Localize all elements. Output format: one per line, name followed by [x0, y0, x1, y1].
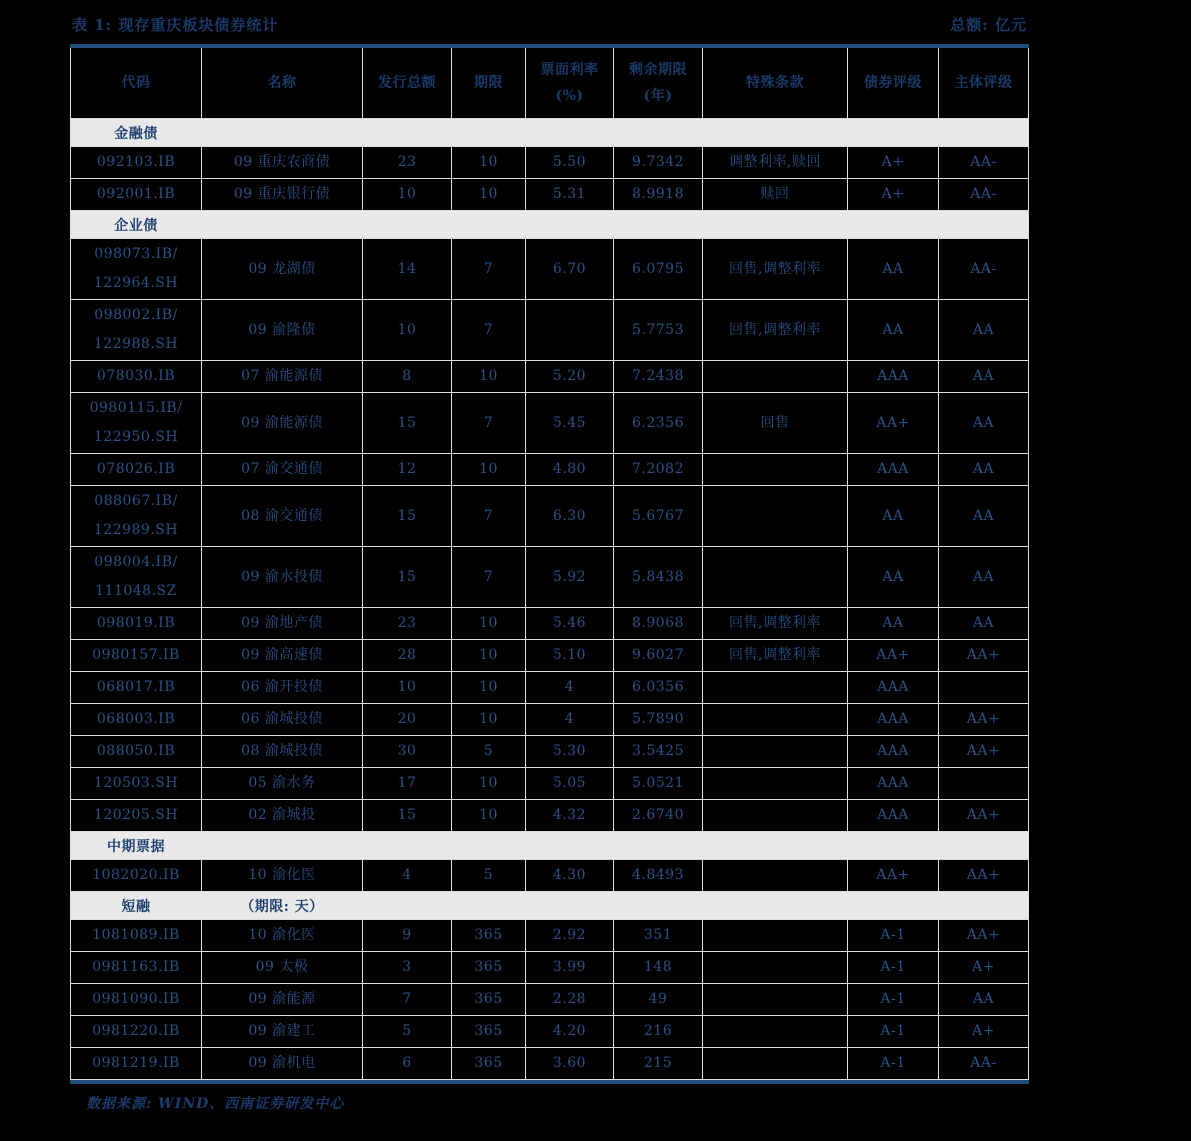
cell-remaining-term: 5.7890	[614, 704, 703, 735]
cell-name	[202, 211, 363, 238]
cell-term: 7	[452, 300, 526, 360]
table-row	[71, 361, 1029, 393]
cell-issue-amount: 20	[363, 704, 452, 735]
cell-term: 365	[452, 920, 526, 951]
cell-term: 365	[452, 1016, 526, 1047]
cell-issue-amount: 28	[363, 640, 452, 671]
table-row	[71, 704, 1029, 736]
cell-name: 09 渝隆债	[202, 300, 363, 360]
cell-special-terms: 回售,调整利率	[703, 640, 848, 671]
cell-special-terms: 调整利率,赎回	[703, 147, 848, 178]
cell-issuer-rating: AA+	[939, 704, 1029, 735]
cell-remaining-term: 6.0795	[614, 239, 703, 299]
cell-issuer-rating: AA+	[939, 736, 1029, 767]
cell-code: 098073.IB/ 122964.SH	[71, 239, 202, 299]
table-block	[70, 12, 1029, 1113]
header-row	[71, 48, 1029, 119]
cell-name: 02 渝城投	[202, 800, 363, 831]
cell-coupon-rate: 4.80	[526, 454, 614, 485]
cell-issue-amount: 15	[363, 393, 452, 453]
cell-remaining-term: 148	[614, 952, 703, 983]
cell-name	[202, 832, 363, 859]
cell-name: 09 渝地产债	[202, 608, 363, 639]
cell-coupon-rate: 3.60	[526, 1048, 614, 1079]
cell-name: 09 重庆银行债	[202, 179, 363, 210]
cell-issue-amount: 23	[363, 147, 452, 178]
cell-remaining-term: 351	[614, 920, 703, 951]
cell-code: 120503.SH	[71, 768, 202, 799]
cell-issuer-rating: AA	[939, 361, 1029, 392]
cell-code: 088067.IB/ 122989.SH	[71, 486, 202, 546]
table-row	[71, 920, 1029, 952]
cell-issue-amount: 15	[363, 547, 452, 607]
table-row	[71, 486, 1029, 547]
cell-term	[452, 119, 526, 146]
cell-issue-amount: 4	[363, 860, 452, 891]
cell-special-terms	[703, 1016, 848, 1047]
table-row	[71, 984, 1029, 1016]
cell-remaining-term: 215	[614, 1048, 703, 1079]
cell-issue-amount: 14	[363, 239, 452, 299]
cell-special-terms: 回售,调整利率	[703, 239, 848, 299]
cell-bond-rating: AAA	[848, 672, 939, 703]
cell-bond-rating: A-1	[848, 1048, 939, 1079]
cell-special-terms	[703, 800, 848, 831]
cell-code: 078030.IB	[71, 361, 202, 392]
cell-issue-amount: 10	[363, 300, 452, 360]
cell-bond-rating: A+	[848, 179, 939, 210]
cell-coupon-rate	[526, 892, 614, 919]
cell-bond-rating: AAA	[848, 454, 939, 485]
cell-remaining-term: 5.0521	[614, 768, 703, 799]
cell-code: 0981163.IB	[71, 952, 202, 983]
cell-special-terms: 回售	[703, 393, 848, 453]
cell-name: 09 渝能源债	[202, 393, 363, 453]
cell-coupon-rate: 5.05	[526, 768, 614, 799]
title-bar	[70, 12, 1029, 44]
cell-coupon-rate	[526, 211, 614, 238]
cell-bond-rating	[848, 892, 939, 919]
cell-term	[452, 211, 526, 238]
cell-coupon-rate: 5.30	[526, 736, 614, 767]
section-row	[71, 892, 1029, 920]
cell-name: 07 渝交通债	[202, 454, 363, 485]
cell-term: 365	[452, 952, 526, 983]
cell-coupon-rate	[526, 119, 614, 146]
cell-issue-amount: 10	[363, 179, 452, 210]
cell-issue-amount	[363, 832, 452, 859]
cell-bond-rating: A-1	[848, 920, 939, 951]
cell-coupon-rate: 3.99	[526, 952, 614, 983]
cell-coupon-rate: 6.30	[526, 486, 614, 546]
cell-bond-rating: AA	[848, 300, 939, 360]
section-row	[71, 119, 1029, 147]
cell-special-terms	[703, 1048, 848, 1079]
cell-bond-rating	[848, 832, 939, 859]
cell-issue-amount: 15	[363, 800, 452, 831]
cell-code: 0981220.IB	[71, 1016, 202, 1047]
cell-code: 088050.IB	[71, 736, 202, 767]
table-row	[71, 640, 1029, 672]
section-row	[71, 211, 1029, 239]
cell-remaining-term: 3.5425	[614, 736, 703, 767]
cell-coupon-rate: 4	[526, 704, 614, 735]
table-row	[71, 179, 1029, 211]
table-row	[71, 800, 1029, 832]
table-row	[71, 147, 1029, 179]
column-header-issue-amount: 发行总额	[363, 48, 452, 118]
cell-code: 092103.IB	[71, 147, 202, 178]
cell-bond-rating: AAA	[848, 768, 939, 799]
cell-name: 09 重庆农商债	[202, 147, 363, 178]
table-row	[71, 239, 1029, 300]
cell-special-terms	[703, 547, 848, 607]
cell-code: 098019.IB	[71, 608, 202, 639]
cell-term: 365	[452, 984, 526, 1015]
cell-coupon-rate	[526, 832, 614, 859]
cell-bond-rating: AAA	[848, 736, 939, 767]
cell-code: 098002.IB/ 122988.SH	[71, 300, 202, 360]
cell-special-terms: 回售,调整利率	[703, 300, 848, 360]
cell-coupon-rate: 6.70	[526, 239, 614, 299]
cell-term: 7	[452, 486, 526, 546]
table-row	[71, 393, 1029, 454]
cell-special-terms	[703, 892, 848, 919]
table-row	[71, 860, 1029, 892]
cell-issuer-rating: AA	[939, 300, 1029, 360]
cell-remaining-term: 216	[614, 1016, 703, 1047]
cell-issue-amount	[363, 892, 452, 919]
table-row	[71, 454, 1029, 486]
cell-coupon-rate: 5.45	[526, 393, 614, 453]
cell-special-terms	[703, 119, 848, 146]
cell-issue-amount: 10	[363, 672, 452, 703]
cell-name: 09 龙湖债	[202, 239, 363, 299]
cell-special-terms: 回售,调整利率	[703, 608, 848, 639]
cell-code: 0981090.IB	[71, 984, 202, 1015]
cell-remaining-term: 7.2082	[614, 454, 703, 485]
cell-name: 09 渝建工	[202, 1016, 363, 1047]
cell-issue-amount: 9	[363, 920, 452, 951]
cell-issuer-rating	[939, 211, 1029, 238]
cell-bond-rating: A-1	[848, 1016, 939, 1047]
cell-term: 10	[452, 147, 526, 178]
column-header-bond-rating: 债券评级	[848, 48, 939, 118]
cell-issue-amount: 15	[363, 486, 452, 546]
cell-special-terms	[703, 860, 848, 891]
cell-issuer-rating: AA+	[939, 920, 1029, 951]
column-header-coupon-rate: 票面利率 (%)	[526, 48, 614, 118]
cell-bond-rating: AA	[848, 547, 939, 607]
cell-bond-rating	[848, 211, 939, 238]
cell-code: 120205.SH	[71, 800, 202, 831]
cell-issuer-rating: AA	[939, 393, 1029, 453]
cell-remaining-term: 6.0356	[614, 672, 703, 703]
table-row	[71, 736, 1029, 768]
cell-term: 5	[452, 860, 526, 891]
cell-term: 10	[452, 640, 526, 671]
cell-issue-amount	[363, 119, 452, 146]
cell-coupon-rate: 4.20	[526, 1016, 614, 1047]
cell-remaining-term: 5.7753	[614, 300, 703, 360]
cell-term: 10	[452, 704, 526, 735]
cell-name: （期限: 天）	[240, 898, 324, 915]
cell-code: 金融债	[114, 125, 158, 142]
cell-term: 10	[452, 672, 526, 703]
cell-special-terms	[703, 361, 848, 392]
bottom-rule	[70, 1080, 1029, 1084]
table-row	[71, 608, 1029, 640]
table-row	[71, 1016, 1029, 1048]
cell-term: 7	[452, 393, 526, 453]
cell-name: 08 渝交通债	[202, 486, 363, 546]
cell-term: 7	[452, 239, 526, 299]
cell-coupon-rate: 5.10	[526, 640, 614, 671]
cell-issue-amount: 12	[363, 454, 452, 485]
data-source: 数据来源: WIND、西南证券研发中心	[86, 1096, 345, 1112]
cell-coupon-rate: 5.92	[526, 547, 614, 607]
cell-remaining-term	[614, 119, 703, 146]
cell-remaining-term: 6.2356	[614, 393, 703, 453]
cell-issuer-rating: AA	[939, 547, 1029, 607]
cell-term: 10	[452, 179, 526, 210]
cell-issue-amount: 23	[363, 608, 452, 639]
cell-coupon-rate: 4	[526, 672, 614, 703]
column-header-name: 名称	[202, 48, 363, 118]
cell-code: 092001.IB	[71, 179, 202, 210]
cell-special-terms	[703, 486, 848, 546]
cell-issuer-rating	[939, 672, 1029, 703]
cell-remaining-term: 4.8493	[614, 860, 703, 891]
cell-name: 09 渝机电	[202, 1048, 363, 1079]
cell-issue-amount: 17	[363, 768, 452, 799]
cell-coupon-rate: 5.31	[526, 179, 614, 210]
cell-issue-amount: 30	[363, 736, 452, 767]
cell-special-terms	[703, 920, 848, 951]
cell-issuer-rating: AA	[939, 486, 1029, 546]
cell-bond-rating: AAA	[848, 361, 939, 392]
cell-issuer-rating: AA-	[939, 1048, 1029, 1079]
cell-name: 06 渝城投债	[202, 704, 363, 735]
cell-coupon-rate: 5.50	[526, 147, 614, 178]
cell-term: 10	[452, 608, 526, 639]
column-header-term: 期限	[452, 48, 526, 118]
table-row	[71, 672, 1029, 704]
cell-issuer-rating: AA-	[939, 239, 1029, 299]
cell-remaining-term: 9.7342	[614, 147, 703, 178]
cell-code: 中期票据	[107, 838, 165, 855]
column-header-issuer-rating: 主体评级	[939, 48, 1029, 118]
cell-issuer-rating: A+	[939, 1016, 1029, 1047]
cell-remaining-term: 9.6027	[614, 640, 703, 671]
cell-term: 10	[452, 800, 526, 831]
table-row	[71, 768, 1029, 800]
cell-code: 企业债	[114, 217, 158, 234]
cell-remaining-term	[614, 832, 703, 859]
cell-code: 0980115.IB/ 122950.SH	[71, 393, 202, 453]
cell-remaining-term	[614, 892, 703, 919]
table-row	[71, 952, 1029, 984]
cell-special-terms	[703, 952, 848, 983]
cell-bond-rating: A-1	[848, 984, 939, 1015]
cell-bond-rating: AA+	[848, 860, 939, 891]
table-title: 表 1: 现存重庆板块债券统计	[72, 16, 279, 34]
cell-bond-rating: AA+	[848, 393, 939, 453]
cell-bond-rating: A-1	[848, 952, 939, 983]
cell-special-terms: 赎回	[703, 179, 848, 210]
cell-term: 7	[452, 547, 526, 607]
cell-code: 098004.IB/ 111048.SZ	[71, 547, 202, 607]
unit-label: 总额: 亿元	[950, 16, 1027, 34]
cell-special-terms	[703, 704, 848, 735]
bond-table	[70, 48, 1029, 1080]
cell-term: 365	[452, 1048, 526, 1079]
cell-special-terms	[703, 454, 848, 485]
cell-issuer-rating	[939, 768, 1029, 799]
cell-code: 1081089.IB	[71, 920, 202, 951]
table-row	[71, 547, 1029, 608]
cell-code: 068017.IB	[71, 672, 202, 703]
cell-term: 10	[452, 361, 526, 392]
cell-name: 07 渝能源债	[202, 361, 363, 392]
cell-name: 09 渝水投债	[202, 547, 363, 607]
table-row	[71, 1048, 1029, 1080]
cell-issue-amount: 7	[363, 984, 452, 1015]
section-row	[71, 832, 1029, 860]
cell-issuer-rating: AA-	[939, 179, 1029, 210]
cell-coupon-rate: 4.30	[526, 860, 614, 891]
cell-issue-amount: 3	[363, 952, 452, 983]
cell-bond-rating: AAA	[848, 704, 939, 735]
cell-special-terms	[703, 672, 848, 703]
cell-coupon-rate: 5.46	[526, 608, 614, 639]
cell-name: 09 渝能源	[202, 984, 363, 1015]
cell-remaining-term: 2.6740	[614, 800, 703, 831]
cell-remaining-term: 49	[614, 984, 703, 1015]
cell-remaining-term	[614, 211, 703, 238]
cell-term	[452, 892, 526, 919]
cell-issue-amount	[363, 211, 452, 238]
cell-code: 短融	[121, 898, 151, 915]
cell-bond-rating: AAA	[848, 800, 939, 831]
cell-issuer-rating: AA	[939, 608, 1029, 639]
cell-code: 0981219.IB	[71, 1048, 202, 1079]
cell-code: 1082020.IB	[71, 860, 202, 891]
cell-special-terms	[703, 211, 848, 238]
cell-code: 0980157.IB	[71, 640, 202, 671]
cell-coupon-rate	[526, 300, 614, 360]
cell-name	[202, 119, 363, 146]
column-header-code: 代码	[71, 48, 202, 118]
cell-name: 10 渝化医	[202, 920, 363, 951]
cell-issuer-rating	[939, 119, 1029, 146]
cell-bond-rating: AA+	[848, 640, 939, 671]
cell-issuer-rating: AA+	[939, 640, 1029, 671]
cell-bond-rating: AA	[848, 486, 939, 546]
cell-name: 06 渝开投债	[202, 672, 363, 703]
column-header-special-terms: 特殊条款	[703, 48, 848, 118]
cell-issue-amount: 6	[363, 1048, 452, 1079]
cell-name: 10 渝化医	[202, 860, 363, 891]
cell-name: 09 太极	[202, 952, 363, 983]
cell-special-terms	[703, 768, 848, 799]
cell-term: 10	[452, 454, 526, 485]
cell-remaining-term: 8.9068	[614, 608, 703, 639]
cell-issuer-rating: AA	[939, 454, 1029, 485]
cell-issuer-rating: AA+	[939, 800, 1029, 831]
cell-special-terms	[703, 832, 848, 859]
cell-term: 5	[452, 736, 526, 767]
cell-bond-rating: AA	[848, 239, 939, 299]
cell-issue-amount: 5	[363, 1016, 452, 1047]
cell-term	[452, 832, 526, 859]
cell-bond-rating	[848, 119, 939, 146]
cell-remaining-term: 5.8438	[614, 547, 703, 607]
cell-issuer-rating	[939, 832, 1029, 859]
cell-issuer-rating	[939, 892, 1029, 919]
cell-code: 078026.IB	[71, 454, 202, 485]
cell-issuer-rating: AA-	[939, 147, 1029, 178]
cell-name: 09 渝高速债	[202, 640, 363, 671]
cell-remaining-term: 8.9918	[614, 179, 703, 210]
cell-coupon-rate: 5.20	[526, 361, 614, 392]
cell-remaining-term: 7.2438	[614, 361, 703, 392]
cell-coupon-rate: 4.32	[526, 800, 614, 831]
cell-remaining-term: 5.6767	[614, 486, 703, 546]
cell-coupon-rate: 2.28	[526, 984, 614, 1015]
cell-code: 068003.IB	[71, 704, 202, 735]
cell-issuer-rating: AA	[939, 984, 1029, 1015]
cell-special-terms	[703, 736, 848, 767]
cell-name: 05 渝水务	[202, 768, 363, 799]
cell-issuer-rating: AA+	[939, 860, 1029, 891]
cell-coupon-rate: 2.92	[526, 920, 614, 951]
cell-name: 08 渝城投债	[202, 736, 363, 767]
cell-bond-rating: A+	[848, 147, 939, 178]
cell-bond-rating: AA	[848, 608, 939, 639]
cell-special-terms	[703, 984, 848, 1015]
table-row	[71, 300, 1029, 361]
cell-term: 10	[452, 768, 526, 799]
cell-issuer-rating: A+	[939, 952, 1029, 983]
column-header-remaining-term: 剩余期限 (年)	[614, 48, 703, 118]
cell-issue-amount: 8	[363, 361, 452, 392]
